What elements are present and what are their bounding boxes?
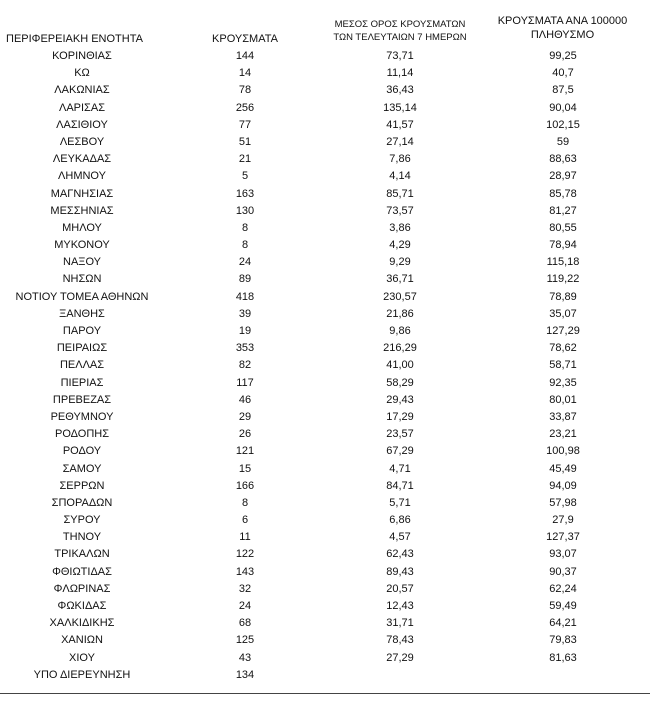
cell-region: ΚΩ xyxy=(74,67,90,80)
cell-region: ΦΘΙΩΤΙΔΑΣ xyxy=(52,565,112,578)
cell-avg: 58,29 xyxy=(386,376,414,389)
table-row xyxy=(0,271,650,288)
table-row xyxy=(0,478,650,495)
cell-region: ΜΑΓΝΗΣΙΑΣ xyxy=(50,187,114,200)
cell-region: ΛΗΜΝΟΥ xyxy=(58,170,106,183)
cell-region: ΦΛΩΡΙΝΑΣ xyxy=(53,582,111,595)
cell-avg: 85,71 xyxy=(386,187,414,200)
cell-cases: 24 xyxy=(238,600,252,612)
table-row xyxy=(0,323,650,340)
table-row xyxy=(0,529,650,546)
cell-avg: 4,14 xyxy=(389,170,411,183)
cell-cases: 89 xyxy=(238,273,252,286)
header-avg-7-days xyxy=(325,18,475,44)
table-row xyxy=(0,203,650,220)
cell-per-100000: 45,49 xyxy=(549,462,577,475)
cell-avg: 73,57 xyxy=(386,204,414,217)
table-row xyxy=(0,650,650,667)
cell-avg: 62,43 xyxy=(386,548,414,561)
cell-cases: 51 xyxy=(238,135,252,148)
cell-per-100000: 93,07 xyxy=(549,548,577,561)
cell-per-100000: 92,35 xyxy=(549,376,577,389)
cell-cases: 26 xyxy=(238,428,252,441)
cell-cases: 8 xyxy=(241,239,249,252)
table-row xyxy=(0,340,650,357)
cell-per-100000: 81,27 xyxy=(549,204,577,217)
cell-per-100000: 59,49 xyxy=(549,600,577,612)
cell-region: ΛΕΣΒΟΥ xyxy=(59,135,105,148)
cell-cases: 418 xyxy=(235,290,255,303)
cell-cases: 125 xyxy=(235,634,255,647)
table-row xyxy=(0,598,650,615)
cell-region: ΜΕΣΣΗΝΙΑΣ xyxy=(50,204,114,217)
header-per-line1: ΚΡΟΥΣΜΑΤΑ ΑΝΑ 100000 xyxy=(497,15,628,27)
cell-per-100000: 94,09 xyxy=(549,479,577,492)
table-row xyxy=(0,151,650,168)
cell-avg: 7,86 xyxy=(389,153,411,166)
table-row xyxy=(0,615,650,632)
cell-per-100000: 59 xyxy=(556,135,570,148)
cell-per-100000: 57,98 xyxy=(549,496,577,509)
cell-cases: 117 xyxy=(236,376,254,389)
cell-avg: 5,71 xyxy=(389,496,411,509)
cell-cases: 353 xyxy=(235,342,255,355)
cell-region: ΦΩΚΙΔΑΣ xyxy=(57,600,107,612)
table-row xyxy=(0,168,650,185)
cell-per-100000: 33,87 xyxy=(549,410,577,423)
cell-avg: 67,29 xyxy=(386,445,414,458)
cell-region: ΧΑΛΚΙΔΙΚΗΣ xyxy=(49,617,115,630)
cell-region: ΧΙΟΥ xyxy=(69,651,95,664)
cell-cases: 78 xyxy=(238,84,252,97)
table-row xyxy=(0,48,650,65)
cell-cases: 6 xyxy=(241,514,249,527)
cell-avg: 216,29 xyxy=(383,342,417,355)
cell-per-100000: 90,04 xyxy=(549,101,577,114)
cell-avg: 23,57 xyxy=(386,428,414,441)
header-region: ΠΕΡΙΦΕΡΕΙΑΚΗ ΕΝΟΤΗΤΑ xyxy=(6,33,143,45)
cell-region: ΝΑΞΟΥ xyxy=(63,256,101,269)
table-row xyxy=(0,443,650,460)
cell-cases: 8 xyxy=(241,221,249,234)
cell-cases: 15 xyxy=(238,462,252,475)
cell-cases: 82 xyxy=(238,359,252,372)
cell-avg: 41,00 xyxy=(386,359,414,372)
table-row xyxy=(0,461,650,478)
table-row xyxy=(0,65,650,82)
table-row xyxy=(0,495,650,512)
cell-per-100000: 99,25 xyxy=(549,50,577,62)
cell-region: ΝΟΤΙΟΥ ΤΟΜΕΑ ΑΘΗΝΩΝ xyxy=(15,290,149,303)
cell-per-100000: 78,62 xyxy=(549,342,577,355)
cell-per-100000: 119,22 xyxy=(546,273,580,286)
cell-avg: 73,71 xyxy=(386,50,414,62)
cell-per-100000: 35,07 xyxy=(549,307,577,320)
cell-cases: 24 xyxy=(238,256,252,269)
table-row xyxy=(0,186,650,203)
cell-avg: 11,14 xyxy=(386,67,414,80)
cell-per-100000: 78,94 xyxy=(549,239,577,252)
cell-avg: 4,29 xyxy=(389,239,411,252)
cell-region: ΛΑΣΙΘΙΟΥ xyxy=(56,118,108,131)
cell-avg: 21,86 xyxy=(386,307,414,320)
cell-per-100000: 28,97 xyxy=(549,170,577,183)
cell-region: ΚΟΡΙΝΘΙΑΣ xyxy=(52,50,112,62)
cell-cases: 143 xyxy=(235,565,255,578)
cell-per-100000: 58,71 xyxy=(549,359,577,372)
cell-cases: 68 xyxy=(238,617,252,630)
cell-avg: 230,57 xyxy=(383,290,417,303)
cell-per-100000: 88,63 xyxy=(549,153,577,166)
cell-cases: 46 xyxy=(238,393,252,406)
header-per-line2: ΠΛΗΘΥΣΜΟ xyxy=(530,29,595,41)
header-per-100000 xyxy=(480,14,645,42)
cell-cases: 11 xyxy=(239,531,251,544)
cell-region: ΠΕΛΛΑΣ xyxy=(59,359,105,372)
table-row xyxy=(0,667,650,684)
cell-avg: 84,71 xyxy=(386,479,414,492)
cell-cases: 29 xyxy=(238,410,252,423)
cell-region: ΛΕΥΚΑΔΑΣ xyxy=(52,153,112,166)
cell-region: ΞΑΝΘΗΣ xyxy=(59,307,105,320)
cell-per-100000: 87,5 xyxy=(552,84,574,97)
table-row xyxy=(0,392,650,409)
table-row xyxy=(0,289,650,306)
table-row xyxy=(0,546,650,563)
cell-cases: 144 xyxy=(235,50,255,62)
table-row xyxy=(0,306,650,323)
header-avg-line1: ΜΕΣΟΣ ΟΡΟΣ ΚΡΟΥΣΜΑΤΩΝ xyxy=(334,19,466,30)
cell-region: ΣΥΡΟΥ xyxy=(63,514,101,527)
table-row xyxy=(0,375,650,392)
cell-cases: 21 xyxy=(238,153,252,166)
cell-per-100000: 80,55 xyxy=(549,221,577,234)
cell-region: ΧΑΝΙΩΝ xyxy=(61,634,103,647)
cell-avg: 29,43 xyxy=(386,393,414,406)
cell-per-100000: 115,18 xyxy=(546,256,580,269)
cell-avg: 17,29 xyxy=(386,410,414,423)
cell-per-100000: 127,29 xyxy=(546,325,580,337)
cell-avg: 36,43 xyxy=(386,84,414,97)
cell-cases: 43 xyxy=(238,651,252,664)
cell-per-100000: 78,89 xyxy=(549,290,577,303)
cell-region: ΜΗΛΟΥ xyxy=(62,221,102,234)
cell-cases: 77 xyxy=(238,118,252,131)
cell-per-100000: 100,98 xyxy=(546,445,580,458)
cell-per-100000: 127,37 xyxy=(546,531,580,544)
cell-per-100000: 80,01 xyxy=(549,393,577,406)
cell-region: ΣΑΜΟΥ xyxy=(62,462,102,475)
table-row xyxy=(0,581,650,598)
table-row xyxy=(0,409,650,426)
cell-avg: 4,57 xyxy=(389,531,411,544)
cell-avg: 89,43 xyxy=(386,565,414,578)
cell-region: ΥΠΟ ΔΙΕΡΕΥΝΗΣΗ xyxy=(33,668,131,681)
table-row xyxy=(0,82,650,99)
table-row xyxy=(0,117,650,134)
cell-region: ΠΡΕΒΕΖΑΣ xyxy=(52,393,112,406)
cell-avg: 27,29 xyxy=(386,651,414,664)
table-row xyxy=(0,134,650,151)
cell-per-100000: 40,7 xyxy=(552,67,574,80)
cell-per-100000: 27,9 xyxy=(552,514,574,527)
cell-region: ΛΑΚΩΝΙΑΣ xyxy=(54,84,110,97)
cell-region: ΝΗΣΩΝ xyxy=(62,273,102,286)
table-row xyxy=(0,100,650,117)
cell-cases: 163 xyxy=(235,187,255,200)
table-row xyxy=(0,426,650,443)
cell-region: ΛΑΡΙΣΑΣ xyxy=(58,101,105,114)
cell-cases: 134 xyxy=(235,668,255,681)
cell-per-100000: 64,21 xyxy=(549,617,577,630)
cell-avg: 41,57 xyxy=(386,118,414,131)
cell-region: ΠΕΙΡΑΙΩΣ xyxy=(56,342,108,355)
cell-cases: 39 xyxy=(238,307,252,320)
table-row xyxy=(0,632,650,649)
cell-region: ΡΟΔΟΥ xyxy=(62,445,102,458)
cell-per-100000: 90,37 xyxy=(549,565,577,578)
cell-cases: 130 xyxy=(235,204,255,217)
cell-avg: 12,43 xyxy=(386,600,414,612)
table-body xyxy=(0,48,650,684)
header-cases: ΚΡΟΥΣΜΑΤΑ xyxy=(212,33,278,45)
cell-per-100000: 62,24 xyxy=(549,582,577,595)
table-row xyxy=(0,220,650,237)
cell-region: ΜΥΚΟΝΟΥ xyxy=(54,239,110,252)
cell-avg: 9,29 xyxy=(389,256,411,269)
cell-region: ΤΗΝΟΥ xyxy=(62,531,102,544)
cell-per-100000: 23,21 xyxy=(549,428,577,441)
cell-region: ΣΕΡΡΩΝ xyxy=(59,479,105,492)
cell-region: ΠΙΕΡΙΑΣ xyxy=(60,376,104,389)
cell-avg: 31,71 xyxy=(386,617,414,630)
cell-avg: 3,86 xyxy=(389,221,411,234)
table-row xyxy=(0,564,650,581)
cell-cases: 8 xyxy=(241,496,249,509)
cell-avg: 135,14 xyxy=(383,101,417,114)
cell-avg: 4,71 xyxy=(389,462,411,475)
cell-region: ΡΕΘΥΜΝΟΥ xyxy=(50,410,114,423)
cell-per-100000: 79,83 xyxy=(549,634,577,647)
table-row xyxy=(0,357,650,374)
cell-per-100000: 81,63 xyxy=(549,651,577,664)
cell-cases: 19 xyxy=(238,325,252,337)
cell-avg: 20,57 xyxy=(386,582,414,595)
cell-cases: 121 xyxy=(235,445,255,458)
cell-cases: 166 xyxy=(235,479,255,492)
table-row xyxy=(0,254,650,271)
cell-cases: 256 xyxy=(235,101,255,114)
cell-avg: 36,71 xyxy=(386,273,414,286)
cell-per-100000: 102,15 xyxy=(546,118,580,131)
cell-avg: 9,86 xyxy=(389,325,411,337)
cell-region: ΡΟΔΟΠΗΣ xyxy=(54,428,110,441)
cell-avg: 27,14 xyxy=(386,135,414,148)
bottom-rule xyxy=(0,693,650,694)
cell-cases: 122 xyxy=(235,548,255,561)
cell-region: ΣΠΟΡΑΔΩΝ xyxy=(51,496,113,509)
table-row xyxy=(0,237,650,254)
cell-avg: 6,86 xyxy=(389,514,411,527)
cell-region: ΠΑΡΟΥ xyxy=(62,325,102,337)
cell-avg: 78,43 xyxy=(386,634,414,647)
table-row xyxy=(0,512,650,529)
cell-per-100000: 85,78 xyxy=(549,187,577,200)
header-avg-line2: ΤΩΝ ΤΕΛΕΥΤΑΙΩΝ 7 ΗΜΕΡΩΝ xyxy=(333,32,467,43)
cell-cases: 14 xyxy=(238,67,252,80)
cell-cases: 5 xyxy=(241,170,249,183)
cell-cases: 32 xyxy=(238,582,252,595)
cell-region: ΤΡΙΚΑΛΩΝ xyxy=(54,548,110,561)
